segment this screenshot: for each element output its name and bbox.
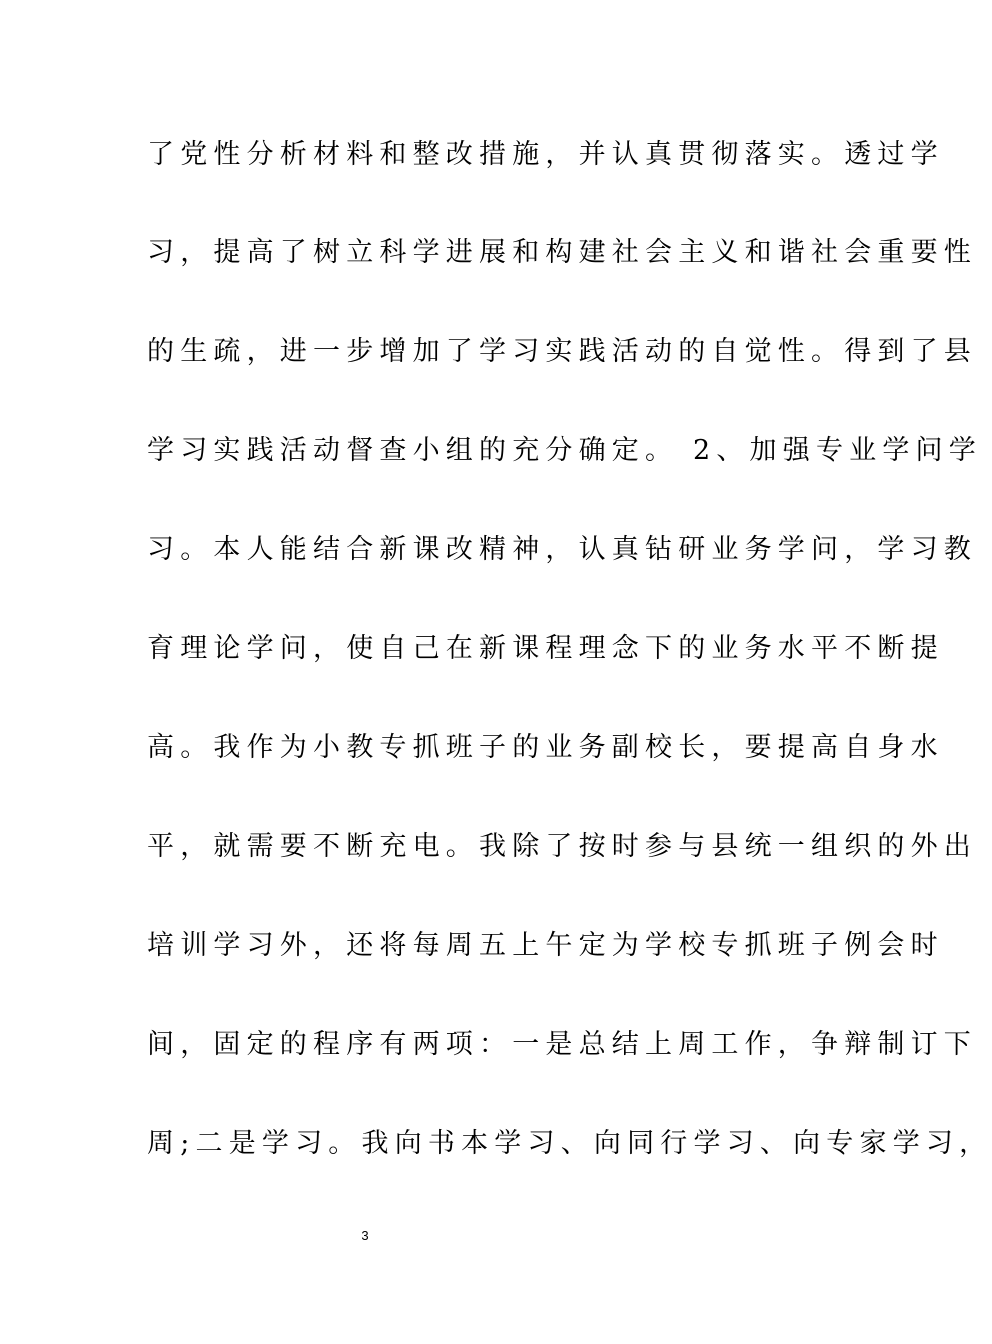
body-text-line-6: 育理论学问，使自己在新课程理念下的业务水平不断提 — [147, 633, 944, 664]
body-text-line-5: 习。本人能结合新课改精神，认真钻研业务学问，学习教 — [147, 534, 977, 565]
body-text-line-11: 周;二是学习。我向书本学习、向同行学习、向专家学习， — [147, 1128, 992, 1159]
body-text-line-1: 了党性分析材料和整改措施，并认真贯彻落实。透过学 — [147, 139, 944, 170]
body-text-line-8: 平，就需要不断充电。我除了按时参与县统一组织的外出 — [147, 831, 977, 862]
body-text-line-3: 的生疏，进一步增加了学习实践活动的自觉性。得到了县 — [147, 336, 977, 367]
body-text-line-10: 间，固定的程序有两项：一是总结上周工作，争辩制订下 — [147, 1029, 977, 1060]
body-text-line-2: 习，提高了树立科学进展和构建社会主义和谐社会重要性 — [147, 237, 977, 268]
body-text-line-7: 高。我作为小教专抓班子的业务副校长，要提高自身水 — [147, 732, 944, 763]
body-text-line-4: 学习实践活动督查小组的充分确定。 2、加强专业学问学 — [147, 435, 982, 466]
page-number: 3 — [361, 1228, 369, 1243]
body-text-line-9: 培训学习外，还将每周五上午定为学校专抓班子例会时 — [147, 930, 944, 961]
